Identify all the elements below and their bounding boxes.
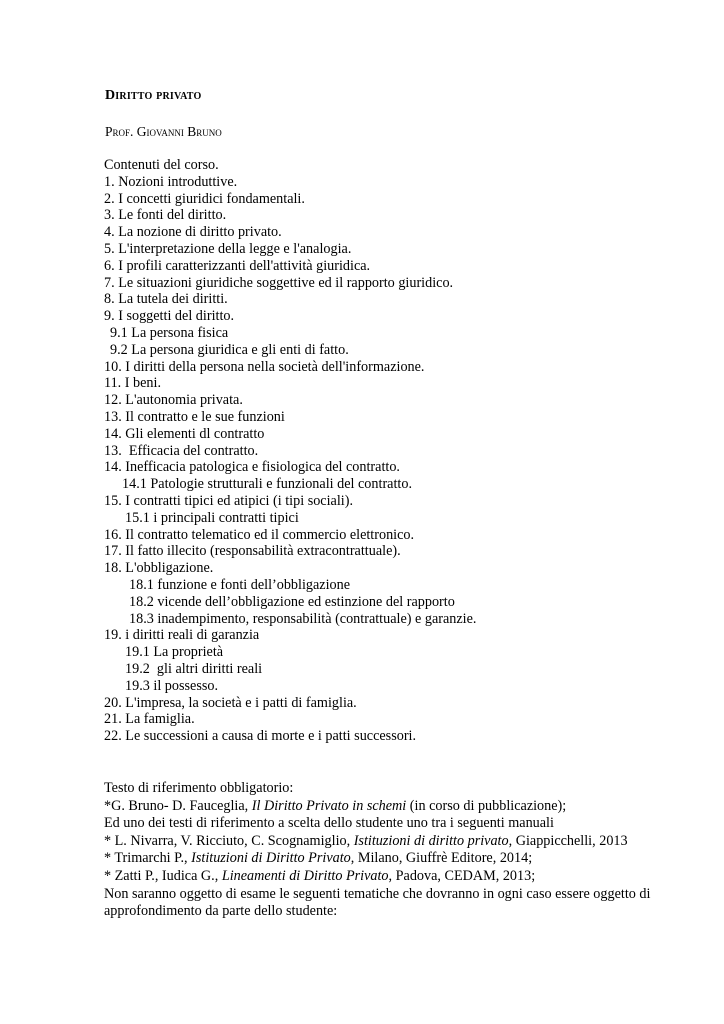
contents-heading: Contenuti del corso. [104,157,219,173]
reference-main-note: (in corso di pubblicazione); [406,797,567,814]
list-item: 14.1 Patologie strutturali e funzionali del contratto. [122,476,412,493]
reference-main [104,798,724,816]
course-contents [104,157,704,745]
list-item: 15. I contratti tipici ed atipici (i tipi sociali). [104,492,354,509]
reference-title: Lineamenti di Diritto Privato [221,867,389,884]
list-item: 6. I profili caratterizzanti dell'attività giuridica. [104,257,371,274]
list-item: 16. Il contratto telematico ed il commercio elettronico. [104,526,415,543]
list-item: 10. I diritti della persona nella società dell'informazione. [104,358,425,375]
list-item: 15.1 i principali contratti tipici [125,509,299,526]
list-item: 19.1 La proprietà [125,644,224,661]
reference-authors: * L. Nivarra, V. Ricciuto, C. Scognamiglio, [104,832,354,849]
list-item: 18.3 inadempimento, responsabilità (contrattuale) e garanzie. [129,610,477,627]
list-item: 2. I concetti giuridici fondamentali. [104,190,305,207]
reference-publisher: , Milano, Giuffrè Editore, 2014; [350,850,533,867]
list-item: 9.2 La persona giuridica e gli enti di fatto. [110,341,349,358]
list-item: 8. La tutela dei diritti. [104,291,228,308]
list-item: 18.1 funzione e fonti dell’obbligazione [129,576,351,593]
reference-alternative [104,850,724,868]
list-item: 17. Il fatto illecito (responsabilità extracontrattuale). [104,543,401,560]
reference-title: Istituzioni di Diritto Privato [191,850,351,867]
list-item: 14. Gli elementi dl contratto [104,425,265,442]
list-item: 7. Le situazioni giuridiche soggettive ed il rapporto giuridico. [104,274,454,291]
reference-authors: * Zatti P., Iudica G., [104,867,222,884]
contents-list [104,174,704,745]
list-item: 4. La nozione di diritto privato. [104,224,282,241]
reference-publisher: , Giappicchelli, 2013 [508,832,628,849]
list-item: 21. La famiglia. [104,711,195,728]
list-item: 18. L'obbligazione. [104,560,214,577]
references-heading: Testo di riferimento obbligatorio: [104,780,294,796]
reference-choice-note: Ed uno dei testi di riferimento a scelta dello studente uno tra i seguenti manuali [104,815,554,832]
professor-name: Prof. Giovanni Bruno [105,124,222,139]
list-item: 5. L'interpretazione della legge e l'analogia. [104,240,352,257]
list-item: 14. Inefficacia patologica e fisiologica del contratto. [104,459,400,476]
list-item: 18.2 vicende dell’obbligazione ed estinzione del rapporto [129,593,455,610]
reference-publisher: , Padova, CEDAM, 2013; [388,867,536,884]
references-section [104,780,724,921]
list-item: 13. Il contratto e le sue funzioni [104,408,285,425]
reference-title: Istituzioni di diritto privato [353,832,509,849]
document-title: Diritto privato [105,88,202,103]
reference-closing-note: Non saranno oggetto di esame le seguenti tematiche che dovranno in ogni caso essere oggetto di approfondimento da parte dello studente: [104,885,651,920]
list-item: 13. Efficacia del contratto. [104,442,259,459]
list-item: 3. Le fonti del diritto. [104,207,227,224]
reference-main-authors: *G. Bruno- D. Fauceglia, [104,797,252,814]
list-item: 19.3 il possesso. [125,677,219,694]
list-item: 11. I beni. [104,375,161,392]
reference-alternatives [104,833,724,886]
list-item: 9.1 La persona fisica [110,324,229,341]
reference-alternative [104,833,724,851]
reference-main-title: Il Diritto Privato in schemi [251,797,407,814]
list-item: 19. i diritti reali di garanzia [104,627,260,644]
list-item: 19.2 gli altri diritti reali [125,660,263,677]
list-item: 20. L'impresa, la società e i patti di famiglia. [104,694,357,711]
list-item: 1. Nozioni introduttive. [104,173,238,190]
list-item: 12. L'autonomia privata. [104,392,243,409]
reference-authors: * Trimarchi P., [104,850,192,867]
list-item: 22. Le successioni a causa di morte e i patti successori. [104,728,417,745]
reference-alternative [104,868,724,886]
list-item: 9. I soggetti del diritto. [104,308,235,325]
